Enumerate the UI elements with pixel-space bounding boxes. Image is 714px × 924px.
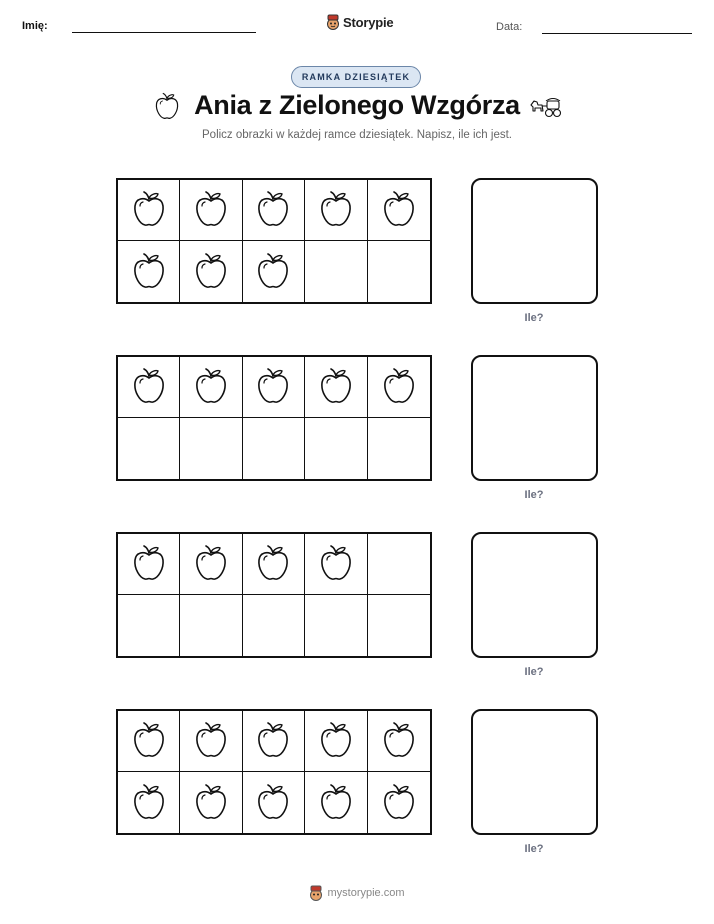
apple-icon xyxy=(193,721,229,761)
ten-frame-cell xyxy=(118,595,180,656)
ten-frame xyxy=(116,178,432,304)
apple-icon xyxy=(381,367,417,407)
apple-icon xyxy=(255,544,291,584)
apple-icon xyxy=(381,783,417,823)
ten-frame-cell xyxy=(243,180,305,241)
ten-frame-cell xyxy=(118,772,180,833)
apple-icon xyxy=(193,252,229,292)
apple-icon xyxy=(255,252,291,292)
apple-icon xyxy=(381,190,417,230)
ten-frame-cell xyxy=(368,772,430,833)
ten-frame-cell xyxy=(243,595,305,656)
ten-frame-cell xyxy=(118,534,180,595)
apple-icon xyxy=(255,190,291,230)
ten-frame-cell xyxy=(118,180,180,241)
ten-frame-cell xyxy=(180,711,242,772)
ten-frame-cell xyxy=(368,595,430,656)
ten-frame-cell xyxy=(243,418,305,479)
answer-box[interactable] xyxy=(471,532,598,658)
answer-label: Ile? xyxy=(524,843,544,855)
ten-frame-cell xyxy=(180,534,242,595)
ten-frame-cell xyxy=(118,357,180,418)
name-label: Imię: xyxy=(22,20,48,32)
ten-frame-cell xyxy=(118,241,180,302)
ten-frame-cell xyxy=(305,357,367,418)
storypie-mascot-icon xyxy=(309,885,323,901)
worksheet-type-badge: RAMKA DZIESIĄTEK xyxy=(291,66,421,88)
date-label: Data: xyxy=(496,21,523,33)
date-field[interactable] xyxy=(542,33,692,34)
apple-icon xyxy=(131,252,167,292)
apple-icon xyxy=(381,721,417,761)
storypie-logo xyxy=(326,14,393,30)
ten-frame-cell xyxy=(118,711,180,772)
apple-icon xyxy=(318,721,354,761)
logo-text: Storypie xyxy=(343,14,394,30)
ten-frame-cell xyxy=(180,772,242,833)
answer-label: Ile? xyxy=(524,489,544,501)
ten-frame xyxy=(116,355,432,481)
ten-frame xyxy=(116,709,432,835)
apple-icon xyxy=(131,190,167,230)
ten-frame-cell xyxy=(305,595,367,656)
horse-carriage-icon xyxy=(529,95,563,119)
ten-frame-cell xyxy=(180,595,242,656)
ten-frame-cell xyxy=(305,418,367,479)
ten-frame-cell xyxy=(243,241,305,302)
answer-box[interactable] xyxy=(471,178,598,304)
apple-icon xyxy=(131,721,167,761)
ten-frame-cell xyxy=(243,711,305,772)
answer-label: Ile? xyxy=(524,666,544,678)
ten-frame-cell xyxy=(305,711,367,772)
footer-url: mystorypie.com xyxy=(327,887,405,899)
storypie-mascot-icon xyxy=(326,14,340,30)
apple-icon xyxy=(318,367,354,407)
apple-icon xyxy=(318,783,354,823)
apple-icon xyxy=(255,783,291,823)
worksheet-title: Ania z Zielonego Wzgórza xyxy=(194,90,520,120)
apple-icon xyxy=(193,367,229,407)
answer-box[interactable] xyxy=(471,355,598,481)
ten-frame-cell xyxy=(368,534,430,595)
ten-frame xyxy=(116,532,432,658)
ten-frame-cell xyxy=(180,180,242,241)
ten-frame-cell xyxy=(305,180,367,241)
footer xyxy=(0,885,714,901)
ten-frame-cell xyxy=(368,357,430,418)
ten-frame-cell xyxy=(305,772,367,833)
ten-frame-cell xyxy=(305,534,367,595)
ten-frame-cell xyxy=(243,357,305,418)
apple-icon xyxy=(131,783,167,823)
apple-icon xyxy=(193,190,229,230)
ten-frame-cell xyxy=(368,418,430,479)
ten-frame-cell xyxy=(243,534,305,595)
apple-icon xyxy=(318,544,354,584)
answer-box[interactable] xyxy=(471,709,598,835)
ten-frame-cell xyxy=(305,241,367,302)
ten-frame-cell xyxy=(180,241,242,302)
name-field[interactable] xyxy=(72,32,256,33)
instruction-text: Policz obrazki w każdej ramce dziesiątek. Napisz, ile ich jest. xyxy=(202,129,512,141)
ten-frame-cell xyxy=(180,357,242,418)
apple-icon xyxy=(131,367,167,407)
apple-icon xyxy=(193,544,229,584)
apple-icon xyxy=(193,783,229,823)
ten-frame-cell xyxy=(368,711,430,772)
apple-icon xyxy=(318,190,354,230)
answer-label: Ile? xyxy=(524,312,544,324)
apple-icon xyxy=(255,367,291,407)
ten-frame-cell xyxy=(243,772,305,833)
ten-frame-cell xyxy=(368,241,430,302)
ten-frame-cell xyxy=(180,418,242,479)
apple-icon xyxy=(255,721,291,761)
apple-icon xyxy=(131,544,167,584)
ten-frame-cell xyxy=(118,418,180,479)
ten-frame-cell xyxy=(368,180,430,241)
